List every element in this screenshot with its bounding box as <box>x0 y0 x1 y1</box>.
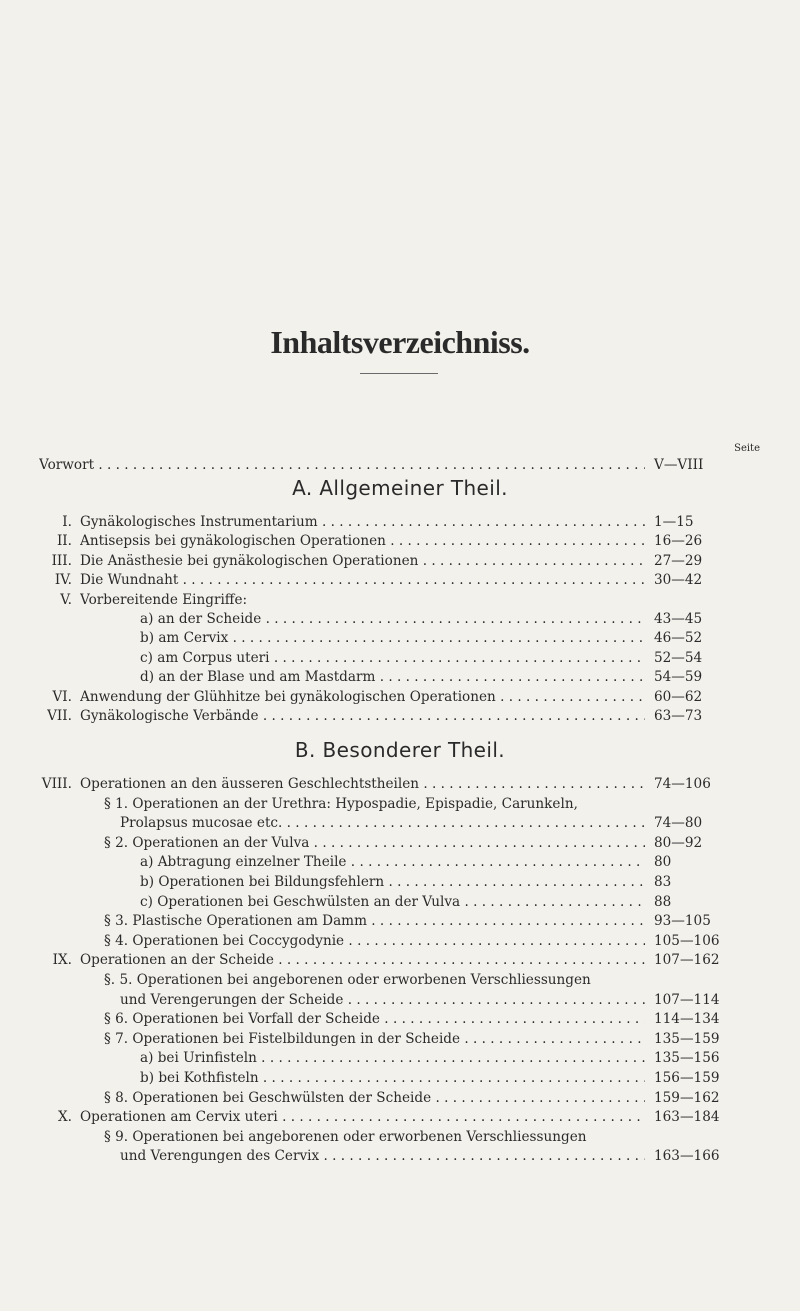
toc-entry-text: Die Wundnaht . . . <box>80 570 645 590</box>
toc-entry-text: a) an der Scheide . . . <box>140 609 645 629</box>
toc-entry-text: §. 5. Operationen bei angeborenen oder erworbenen Verschliessungen <box>104 972 591 988</box>
toc-entry-text: und Verengungen des Cervix . . . <box>120 1146 645 1166</box>
toc-entry-text: a) bei Urinfisteln . . . <box>140 1048 645 1068</box>
toc-entry-number: VIII. <box>41 776 72 792</box>
toc-entry-text: § 4. Operationen bei Coccygodynie . . . <box>104 931 645 951</box>
toc-entry[interactable] <box>0 1048 800 1068</box>
toc-entry-pages: 80—92 <box>654 834 703 851</box>
toc-entry-text: § 9. Operationen bei angeborenen oder erworbenen Verschliessungen <box>104 1128 587 1145</box>
toc-entry[interactable] <box>0 1029 800 1049</box>
toc-entry-pages: 159—162 <box>654 1089 720 1106</box>
toc-entry-pages: 135—159 <box>654 1030 720 1047</box>
toc-entry-text: Operationen am Cervix uteri . . . <box>80 1107 645 1127</box>
seite-label: Seite <box>734 443 760 454</box>
toc-entry-pages: 135—156 <box>654 1050 720 1067</box>
toc-entry-text: § 6. Operationen bei Vorfall der Scheide . . . <box>104 1009 645 1029</box>
toc-entry-pages: 30—42 <box>654 572 703 589</box>
toc-entry-text: Vorbereitende Eingriffe: <box>80 591 248 608</box>
toc-entry[interactable] <box>0 531 800 551</box>
toc-entry-number: VI. <box>52 688 72 705</box>
toc-entry-pages: 63—73 <box>654 708 703 724</box>
toc-entry-text: Gynäkologisches Instrumentarium . . . <box>80 512 645 532</box>
toc-entry-pages: 88 <box>654 893 672 910</box>
toc-entry-pages: 54—59 <box>654 669 703 686</box>
toc-entry-text: Gynäkologische Verbände . . . <box>80 706 645 726</box>
toc-entry[interactable] <box>0 833 800 853</box>
toc-entry-number: III. <box>51 552 72 569</box>
section-a-title: A. Allgemeiner Theil. <box>292 476 508 500</box>
toc-entry[interactable] <box>0 512 800 532</box>
toc-entry-text: § 1. Operationen an der Urethra: Hypospadie, Epispadie, Carunkeln, <box>104 795 578 812</box>
toc-entry-text: und Verengerungen der Scheide . . . <box>120 990 645 1010</box>
toc-entry-pages: 16—26 <box>654 533 703 550</box>
toc-entry-number: X. <box>58 1109 72 1126</box>
toc-entry-text: § 7. Operationen bei Fistelbildungen in der Scheide . . . <box>104 1029 645 1049</box>
toc-entry[interactable] <box>0 911 800 931</box>
toc-entry[interactable] <box>0 1009 800 1029</box>
toc-entry[interactable] <box>0 1088 800 1108</box>
toc-entry-pages: 156—159 <box>654 1070 720 1086</box>
toc-entry[interactable] <box>0 667 800 687</box>
toc-entry-text: § 3. Plastische Operationen am Damm . . . <box>104 911 645 931</box>
toc-entry-pages: 107—114 <box>654 991 720 1008</box>
toc-entry-number: VII. <box>47 708 72 724</box>
toc-entry[interactable] <box>0 872 800 892</box>
toc-entry[interactable] <box>0 706 800 726</box>
toc-entry-pages: 163—166 <box>654 1148 720 1165</box>
toc-entry-number: I. <box>62 514 72 530</box>
toc-entry-pages: 83 <box>654 874 672 890</box>
toc-entry-pages: 93—105 <box>654 913 711 930</box>
toc-entry-text: Operationen an den äusseren Geschlechtstheilen . . . <box>80 774 645 794</box>
toc-entry[interactable] <box>0 813 800 833</box>
toc-entry-pages: 60—62 <box>654 688 703 705</box>
toc-entry-text: c) am Corpus uteri . . . <box>140 648 645 668</box>
toc-entry-number: V. <box>60 591 72 608</box>
title-rule <box>360 373 438 374</box>
toc-entry-number: IX. <box>52 952 72 969</box>
toc-entry[interactable] <box>0 570 800 590</box>
toc-entry-text: § 2. Operationen an der Vulva . . . <box>104 833 645 853</box>
toc-entry-number: II. <box>56 533 72 550</box>
toc-entry[interactable] <box>0 551 800 571</box>
toc-entry-text: Die Anästhesie bei gynäkologischen Operationen . . . <box>80 551 645 571</box>
toc-entry-number: IV. <box>54 572 72 589</box>
toc-entry-pages: 74—106 <box>654 776 711 792</box>
toc-entry-pages: 46—52 <box>654 630 703 647</box>
toc-entry[interactable] <box>0 628 800 648</box>
toc-entry-pages: 163—184 <box>654 1109 720 1126</box>
toc-entry-text: Anwendung der Glühhitze bei gynäkologischen Operationen . . . <box>80 687 645 707</box>
toc-entry[interactable] <box>0 1146 800 1166</box>
toc-entry-pages: 105—106 <box>654 932 720 949</box>
toc-entry-pages: 74—80 <box>654 815 703 832</box>
toc-entry-pages: 107—162 <box>654 952 720 969</box>
toc-entry-text: c) Operationen bei Geschwülsten an der Vulva . . . <box>140 892 645 912</box>
toc-entry-text: § 8. Operationen bei Geschwülsten der Scheide . . . <box>104 1088 645 1108</box>
toc-entry-pages: 43—45 <box>654 611 703 627</box>
toc-entry-text: d) an der Blase und am Mastdarm . . . <box>140 667 645 687</box>
toc-entry-pages: 27—29 <box>654 552 703 569</box>
toc-entry-text: b) bei Kothfisteln . . . <box>140 1068 645 1088</box>
toc-entry[interactable] <box>0 1068 800 1088</box>
toc-entry <box>0 1127 800 1147</box>
toc-entry-text: b) Operationen bei Bildungsfehlern . . . <box>140 872 645 892</box>
toc-entry[interactable] <box>0 990 800 1010</box>
toc-entry-text: a) Abtragung einzelner Theile . . . <box>140 852 645 872</box>
toc-entry[interactable] <box>0 687 800 707</box>
toc-entry-text: Prolapsus mucosae etc. . . . <box>120 813 645 833</box>
toc-entry[interactable] <box>0 852 800 872</box>
toc-entry[interactable] <box>0 931 800 951</box>
toc-entry-text: Vorwort . . . <box>39 455 645 475</box>
toc-entry <box>0 970 800 990</box>
toc-entry-vorwort[interactable] <box>0 455 800 475</box>
toc-entry-text: Antisepsis bei gynäkologischen Operationen . . . <box>80 531 645 551</box>
toc-entry[interactable] <box>0 648 800 668</box>
toc-entry[interactable] <box>0 892 800 912</box>
toc-entry[interactable] <box>0 950 800 970</box>
toc-entry-pages: 52—54 <box>654 649 703 666</box>
toc-entry[interactable] <box>0 774 800 794</box>
toc-entry[interactable] <box>0 609 800 629</box>
toc-entry[interactable] <box>0 1107 800 1127</box>
toc-entry <box>0 590 800 610</box>
toc-entry-pages: 80 <box>654 854 672 871</box>
toc-entry-pages: V—VIII <box>654 457 704 473</box>
toc-entry-pages: 114—134 <box>654 1011 720 1028</box>
section-b-title: B. Besonderer Theil. <box>294 738 506 762</box>
toc-entry <box>0 794 800 814</box>
toc-entry-pages: 1—15 <box>654 514 694 530</box>
toc-entry-text: Operationen an der Scheide . . . <box>80 950 645 970</box>
page-title: Inhaltsverzeichniss. <box>270 324 530 360</box>
toc-entry-text: b) am Cervix . . . <box>140 628 645 648</box>
